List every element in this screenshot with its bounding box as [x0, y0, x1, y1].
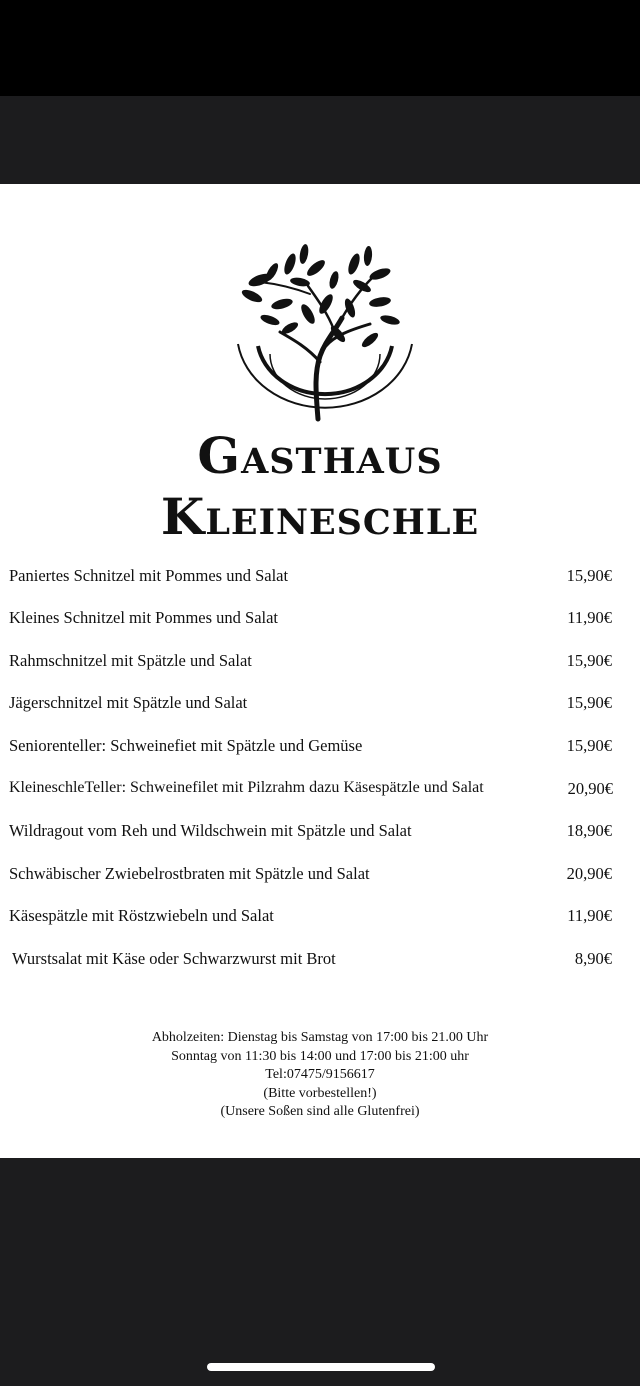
phone-number: Tel:07475/9156617: [265, 1067, 375, 1082]
menu-item: [0, 864, 640, 894]
menu-item-price: 8,90€: [574, 949, 612, 968]
pickup-hours-weekdays: Abholzeiten: Dienstag bis Samstag von 17:00 bis 21.00 Uhr: [151, 1030, 489, 1045]
menu-item-price: 18,90€: [566, 821, 612, 840]
menu-item: [0, 821, 640, 851]
menu-sheet: [0, 184, 640, 1158]
menu-item-name: Jägerschnitzel mit Spätzle und Salat: [9, 693, 248, 712]
menu-item: [0, 779, 640, 809]
menu-item: [0, 693, 640, 723]
menu-item: [0, 949, 640, 979]
menu-item-name: Seniorenteller: Schweinefiet mit Spätzle und Gemüse: [9, 736, 363, 755]
preorder-note: (Bitte vorbestellen!): [263, 1085, 377, 1101]
menu-item-price: 15,90€: [566, 566, 612, 585]
restaurant-name-line2-text: Kleineschle: [160, 487, 480, 546]
menu-item-name: Wildragout vom Reh und Wildschwein mit Spätzle und Salat: [9, 821, 412, 840]
pickup-info: [0, 1029, 640, 1122]
menu-item-name: Paniertes Schnitzel mit Pommes und Salat: [9, 566, 289, 585]
menu-item-price: 20,90€: [567, 779, 613, 798]
menu-item: [0, 651, 640, 681]
menu-item-price: 15,90€: [566, 736, 612, 755]
tree-bowl-logo-icon: [230, 244, 420, 424]
menu-item-name: Rahmschnitzel mit Spätzle und Salat: [9, 651, 252, 670]
image-viewer-top-band: [0, 96, 640, 184]
menu-item: [0, 566, 640, 596]
image-viewer-bottom-band: [0, 1158, 640, 1386]
status-bar: [0, 0, 640, 96]
menu-item-name: Wurstsalat mit Käse oder Schwarzwurst mit Brot: [12, 949, 336, 968]
menu-item-price: 15,90€: [566, 651, 612, 670]
restaurant-name-line1: [0, 426, 640, 485]
menu-item-name: Käsespätzle mit Röstzwiebeln und Salat: [9, 906, 274, 925]
menu-item-price: 11,90€: [567, 906, 612, 925]
menu-item-name: Schwäbischer Zwiebelrostbraten mit Spätzle und Salat: [9, 864, 370, 883]
menu-item: [0, 608, 640, 638]
home-indicator[interactable]: [207, 1363, 435, 1371]
menu-item: [0, 736, 640, 766]
pickup-hours-sunday: Sonntag von 11:30 bis 14:00 und 17:00 bis 21:00 uhr: [171, 1048, 469, 1064]
menu-item: [0, 906, 640, 936]
gluten-free-note: (Unsere Soßen sind alle Glutenfrei): [220, 1104, 420, 1119]
restaurant-name-line1-text: Gasthaus: [197, 426, 443, 485]
restaurant-name-line2: [0, 487, 640, 546]
menu-item-price: 11,90€: [567, 608, 612, 627]
menu-item-name: Kleines Schnitzel mit Pommes und Salat: [9, 608, 279, 627]
menu-item-name: KleineschleTeller: Schweinefilet mit Pilzrahm dazu Käsespätzle und Salat: [9, 779, 484, 796]
menu-item-price: 15,90€: [566, 693, 612, 712]
menu-item-price: 20,90€: [566, 864, 612, 883]
